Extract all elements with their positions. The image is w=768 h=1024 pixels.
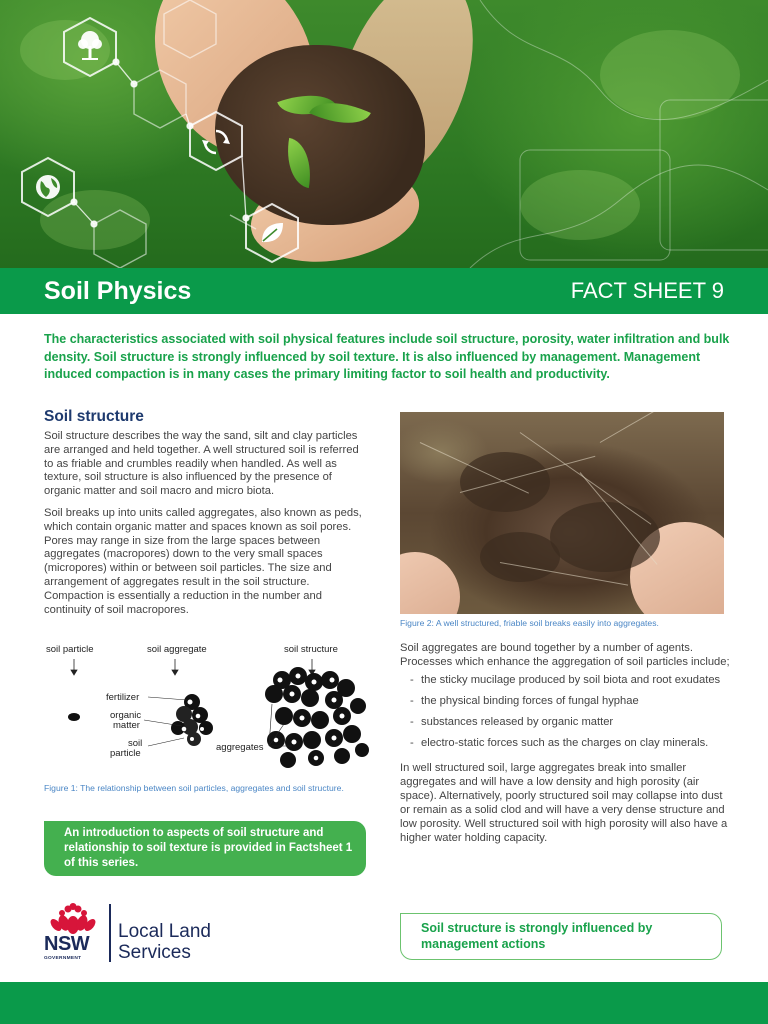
figure-2-caption: Figure 2: A well structured, friable soil breaks easily into aggregates.: [400, 618, 659, 628]
tree-icon: [74, 28, 106, 66]
recycle-icon: [201, 127, 231, 157]
diagram-label-aggregates: aggregates: [216, 742, 264, 753]
list-item: - electro-static forces such as the charges on clay minerals.: [410, 737, 709, 749]
globe-icon: [33, 172, 63, 202]
diagram-label-particle: particle: [110, 748, 141, 759]
soil-structure-section: [44, 408, 370, 617]
nsw-wordmark: NSW: [44, 933, 90, 955]
leaf-icon: [257, 218, 287, 248]
diagram-label-soil-structure: soil structure: [284, 644, 338, 655]
soil-particle-shape: [68, 713, 80, 721]
aggregate-cluster: [171, 694, 213, 746]
section-heading: Soil structure: [44, 408, 144, 425]
aggregation-section: [400, 641, 730, 845]
local-land-services-logo: [44, 903, 244, 963]
logo-divider: [109, 904, 111, 962]
fact-sheet-label: FACT SHEET 9: [570, 278, 724, 303]
diagram-label-soil-aggregate: soil aggregate: [147, 644, 207, 655]
hero-image: [0, 0, 768, 268]
paragraph: Soil aggregates are bound together by a number of agents. Processes which enhance the aggregation of soil particles include;: [400, 642, 730, 668]
title-bar: [0, 268, 768, 314]
hexagon-overlay: [0, 0, 768, 268]
local-land-services-wordmark: Local Land Services: [118, 921, 211, 963]
diagram-label-matter: matter: [113, 720, 140, 731]
callout-factsheet-reference: An introduction to aspects of soil structure and relationship to soil texture is provided in Factsheet 1 of this series.: [44, 821, 366, 876]
page-title: Soil Physics: [44, 276, 192, 305]
waratah-icon: [48, 903, 98, 935]
list-item: - the sticky mucilage produced by soil biota and root exudates: [410, 674, 721, 686]
paragraph: Soil breaks up into units called aggregates, also known as peds, which contain organic matter and spaces known as soil pores. Pores may range in size from the large spaces between aggregates (macropores) down to the very small spaces (micropores) within or between soil particles. The size and arrangement of aggregates result in the soil structure. Compaction is essentially a reduction in the number and continuity of soil macropores.: [44, 506, 362, 616]
government-wordmark: GOVERNMENT: [44, 956, 82, 961]
list-item: - the physical binding forces of fungal hyphae: [410, 695, 639, 707]
diagram-label-organic: organic: [110, 710, 142, 721]
paragraph: In well structured soil, large aggregates break into smaller aggregates and will have a low density and high porosity (air space). Alternatively, poorly structured soil may collapse into dust or remain as a solid clod and will have a very dense structure and low porosity. Well structured soil with high porosity will also have a higher water holding capacity.: [400, 762, 728, 844]
figure-2-photo: [400, 412, 724, 614]
diagram-label-fertilizer: fertilizer: [106, 692, 140, 703]
figure-1-diagram: [44, 642, 370, 774]
figure-1-caption: Figure 1: The relationship between soil particles, aggregates and soil structure.: [44, 783, 344, 793]
intro-paragraph: The characteristics associated with soil physical features include soil structure, porosity, water infiltration and bulk density. Soil structure is strongly influenced by soil texture. It is also influenced by management. Management induced compaction is in many cases the primary limiting factor to soil health and productivity.: [44, 332, 730, 381]
diagram-label-soil-particle: soil particle: [46, 644, 94, 655]
list-item: - substances released by organic matter: [410, 716, 614, 728]
aggregation-list: [400, 673, 730, 750]
soil-structure-cluster: [265, 667, 369, 768]
diagram-label-soil: soil: [128, 738, 143, 749]
footer-bar: [0, 982, 768, 1024]
callout-management: Soil structure is strongly influenced by management actions: [400, 913, 722, 960]
paragraph: Soil structure describes the way the sand, silt and clay particles are arranged and held together. A well structured soil is referred to as friable and crumbles readily when handled. As well as texture, soil structure is also influenced by the presence of organic matter and soil macro and micro biota.: [44, 430, 359, 498]
